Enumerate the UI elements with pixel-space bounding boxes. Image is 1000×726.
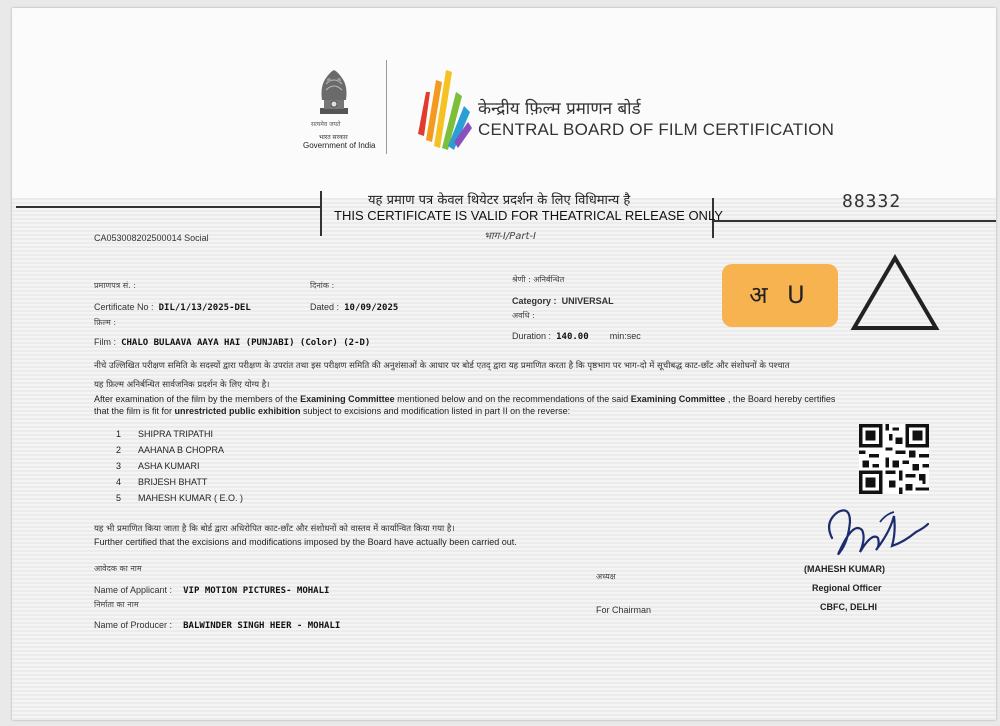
rating-badge	[722, 264, 838, 327]
date-label: Dated :	[310, 302, 340, 312]
certificate-no-label: Certificate No :	[94, 302, 154, 312]
banner-bracket-left	[320, 191, 322, 236]
producer-label-hindi: निर्माता का नाम	[94, 600, 139, 609]
category-value: UNIVERSAL	[561, 296, 614, 306]
certification-text-hindi-line1: नीचे उल्लिखित परीक्षण समिति के सदस्यों द्वारा परीक्षण के उपरांत तथा इस परीक्षण समिति की अनुशंसाओं के आधार पर बोर्ड एतद् द्वारा यह प्रमाणित करता है कि पृष्ठभाग पर भाग-दो में सूचीबद्ध काट-छाँट और संशोधनों के पश्चात	[94, 361, 790, 371]
producer-label: Name of Producer :	[94, 620, 173, 630]
category-label: Category :	[512, 296, 557, 306]
applicant-label: Name of Applicant :	[94, 585, 173, 595]
part-label: भाग-I/Part-I	[484, 231, 536, 242]
validity-notice-english: THIS CERTIFICATE IS VALID FOR THEATRICAL RELEASE ONLY	[334, 208, 723, 223]
producer-value: BALWINDER SINGH HEER - MOHALI	[183, 621, 341, 631]
committee-member: 2 AAHANA B CHOPRA	[116, 445, 225, 455]
serial-number: 88332	[842, 191, 902, 212]
emblem-motto: सत्यमेव जयते	[311, 121, 341, 128]
banner-rule-left	[16, 206, 322, 208]
duration-row	[512, 324, 641, 343]
category-row	[512, 289, 614, 308]
film-title: CHALO BULAAVA AAYA HAI (PUNJABI) (Color) (2-D)	[121, 338, 371, 348]
date-row	[310, 295, 398, 314]
producer-row	[94, 613, 340, 632]
applicant-row	[94, 578, 329, 597]
category-label-hindi: श्रेणी : अनिर्बन्धित	[512, 275, 565, 284]
certificate-no-row	[94, 295, 251, 314]
certificate-page	[12, 8, 996, 720]
committee-member: 3 ASHA KUMARI	[116, 461, 200, 471]
officer-signature-icon	[820, 502, 930, 572]
certificate-no-value: DIL/1/13/2025-DEL	[158, 303, 251, 313]
for-chairman: For Chairman	[596, 605, 652, 615]
chairman-label-hindi: अध्यक्ष	[596, 572, 616, 581]
further-certification-hindi: यह भी प्रमाणित किया जाता है कि बोर्ड द्वारा अधिरोपित काट-छाँट और संशोधनों को वास्तव में कार्यान्वित किया गया है।	[94, 524, 455, 534]
government-of-india: Government of India	[303, 141, 376, 150]
header-divider	[386, 60, 387, 154]
film-row	[94, 330, 370, 349]
officer-title: Regional Officer	[812, 583, 882, 593]
duration-value: 140.00	[556, 332, 589, 342]
committee-member: 5 MAHESH KUMAR ( E.O. )	[116, 493, 244, 503]
validity-notice-hindi: यह प्रमाण पत्र केवल थियेटर प्रदर्शन के लिए विधिमान्य है	[368, 193, 631, 208]
film-label-hindi: फ़िल्म :	[94, 318, 117, 327]
government-hindi: भारत सरकार	[319, 134, 348, 141]
certification-text-english-line2: that the film is fit for unrestricted public exhibition subject to excisions and modification listed in part II on the reverse:	[94, 406, 571, 416]
duration-label: Duration :	[512, 331, 552, 341]
duration-unit: min:sec	[609, 331, 641, 341]
rating-badge-text: अ U	[749, 281, 811, 309]
cbfc-logo-icon	[416, 62, 472, 154]
board-name-hindi: केन्द्रीय फ़िल्म प्रमाणन बोर्ड	[478, 99, 641, 119]
reference-number: CA053008202500014 Social	[94, 233, 209, 243]
board-name-english: CENTRAL BOARD OF FILM CERTIFICATION	[478, 120, 835, 139]
applicant-label-hindi: आवेदक का नाम	[94, 564, 142, 573]
national-emblem-icon	[314, 64, 354, 126]
date-label-hindi: दिनांक :	[310, 281, 335, 290]
date-value: 10/09/2025	[344, 303, 399, 313]
certification-text-hindi-line2: यह फ़िल्म अनिर्बन्धित सार्वजनिक प्रदर्शन के लिए योग्य है।	[94, 380, 270, 390]
duration-label-hindi: अवधि :	[512, 311, 535, 320]
banner-rule-right	[712, 220, 996, 222]
officer-name: (MAHESH KUMAR)	[804, 564, 885, 574]
committee-member: 1 SHIPRA TRIPATHI	[116, 429, 214, 439]
qr-code-icon	[859, 424, 929, 494]
certification-text-english-line1: After examination of the film by the members of the Examining Committee mentioned below and on the recommendations of the said Examining Committee , the Board hereby certifies	[94, 394, 836, 404]
further-certification-english: Further certified that the excisions and modifications imposed by the Board have actually been carried out.	[94, 537, 517, 547]
officer-office: CBFC, DELHI	[820, 602, 877, 612]
certificate-no-label-hindi: प्रमाणपत्र सं. :	[94, 281, 136, 290]
committee-member: 4 BRIJESH BHATT	[116, 477, 208, 487]
film-label: Film :	[94, 337, 116, 347]
applicant-value: VIP MOTION PICTURES- MOHALI	[183, 586, 330, 596]
triangle-symbol-icon	[850, 254, 940, 332]
